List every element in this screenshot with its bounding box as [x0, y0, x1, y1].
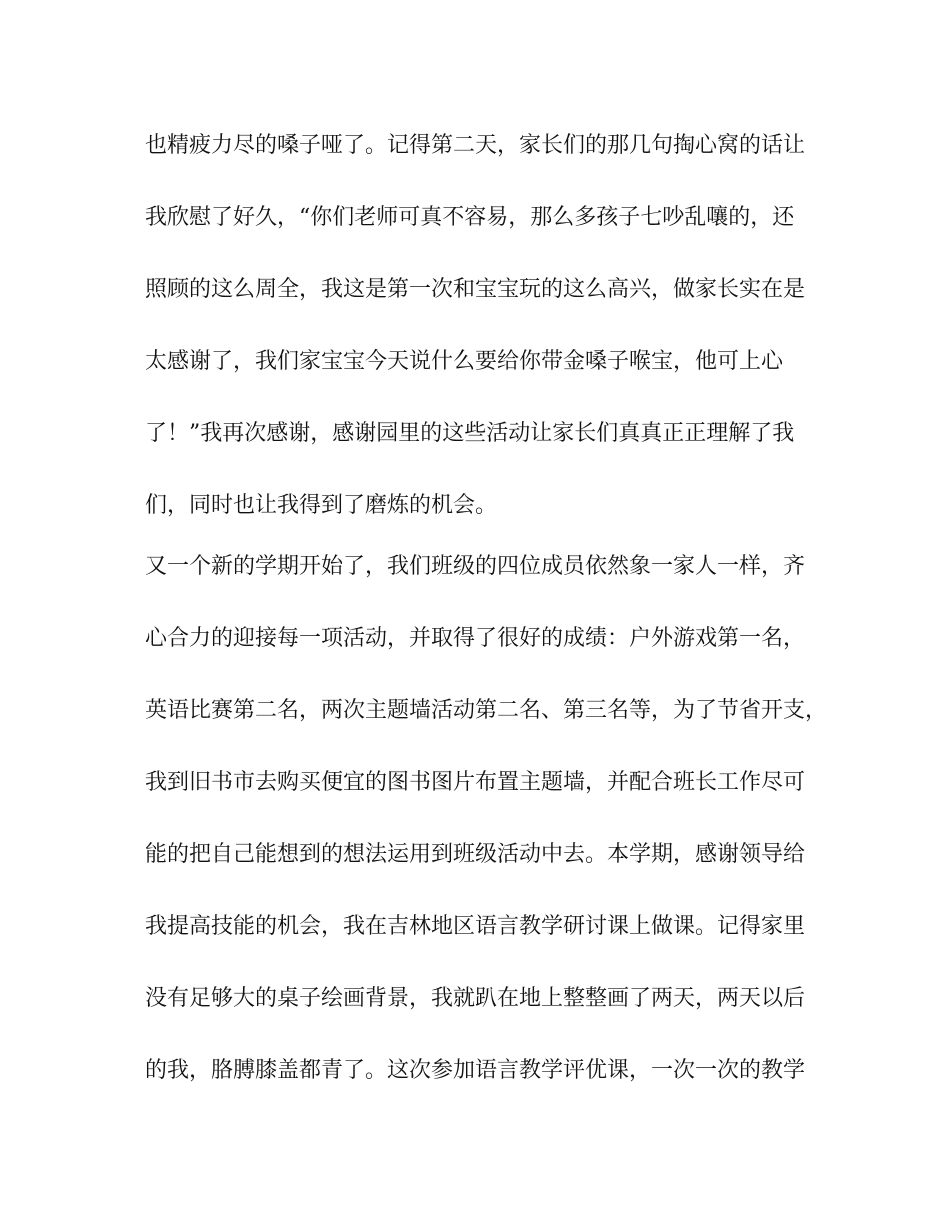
text-line-9: 英语比赛第二名，两次主题墙活动第二名、第三名等，为了节省开支，: [145, 698, 828, 723]
text-line-8: 心合力的迎接每一项活动，并取得了很好的成绩：户外游戏第一名，: [145, 626, 806, 651]
text-line-6: 们，同时也让我得到了磨炼的机会。: [145, 493, 498, 518]
text-line-10: 我到旧书市去购买便宜的图书图片布置主题墙，并配合班长工作尽可: [145, 770, 806, 795]
text-line-4: 太感谢了，我们家宝宝今天说什么要给你带金嗓子喉宝，他可上心: [145, 349, 784, 374]
text-line-13: 没有足够大的桌子绘画背景，我就趴在地上整整画了两天，两天以后: [145, 986, 806, 1011]
text-line-2: 我欣慰了好久，“你们老师可真不容易，那么多孩子七吵乱嚷的，还: [145, 205, 795, 230]
text-line-11: 能的把自己能想到的想法运用到班级活动中去。本学期，感谢领导给: [145, 842, 806, 867]
text-line-14: 的我，胳膊膝盖都青了。这次参加语言教学评优课，一次一次的教学: [145, 1058, 806, 1083]
text-line-3: 照顾的这么周全，我这是第一次和宝宝玩的这么高兴，做家长实在是: [145, 277, 806, 302]
text-line-12: 我提高技能的机会，我在吉林地区语言教学研讨课上做课。记得家里: [145, 914, 806, 939]
text-line-5: 了！”我再次感谢，感谢园里的这些活动让家长们真真正正理解了我: [145, 421, 795, 446]
text-line-7: 又一个新的学期开始了，我们班级的四位成员依然象一家人一样，齐: [145, 554, 806, 579]
text-line-1: 也精疲力尽的嗓子哑了。记得第二天，家长们的那几句掏心窝的话让: [145, 133, 806, 158]
